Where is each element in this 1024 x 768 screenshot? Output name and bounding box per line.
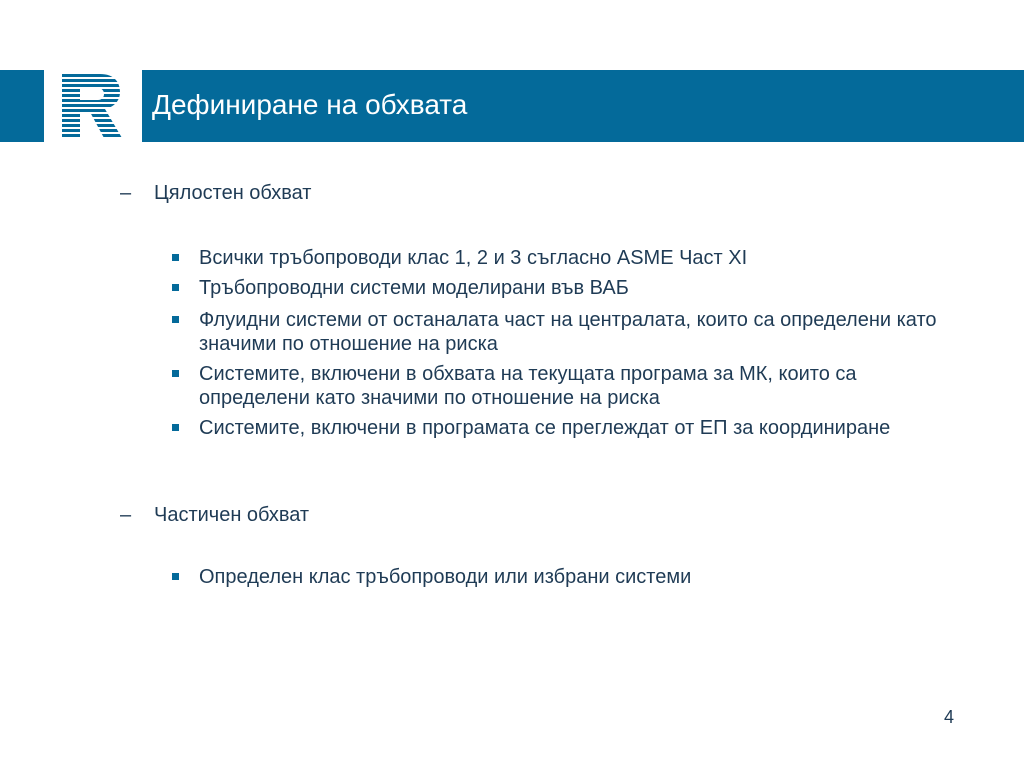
dash-bullet: – [120,182,132,204]
title-banner-left [0,70,44,142]
r-stripes-logo-icon [58,70,124,142]
list-item-text: Всички тръбопроводи клас 1, 2 и 3 съгласно ASME Част XI [199,247,748,269]
square-bullet-icon [172,254,179,261]
list-item-text: Флуидни системи от останалата част на централата, които са определени като значими по отношение на риска [199,309,937,355]
list-item [172,308,952,356]
section-heading-full-scope [120,182,311,205]
list-item [172,276,952,300]
list-item-text: Системите, включени в обхвата на текущата програма за МК, които са определени като значими по отношение на риска [199,363,857,409]
list-item-text: Определен клас тръбопроводи или избрани системи [199,566,692,588]
list-item-text: Системите, включени в програмата се преглеждат от ЕП за координиране [199,417,891,439]
square-bullet-icon [172,370,179,377]
section-heading-text: Частичен обхват [154,504,310,526]
square-bullet-icon [172,424,179,431]
list-item [172,416,952,440]
square-bullet-icon [172,316,179,323]
dash-bullet: – [120,504,132,526]
list-item [172,565,952,589]
list-item [172,362,952,410]
section-heading-text: Цялостен обхват [154,182,312,204]
slide-title: Дефиниране на обхвата [152,89,468,120]
list-item-text: Тръбопроводни системи моделирани във ВАБ [199,277,629,299]
section-heading-partial-scope [120,504,309,527]
square-bullet-icon [172,573,179,580]
list-item [172,246,952,270]
page-number: 4 [944,707,955,727]
square-bullet-icon [172,284,179,291]
